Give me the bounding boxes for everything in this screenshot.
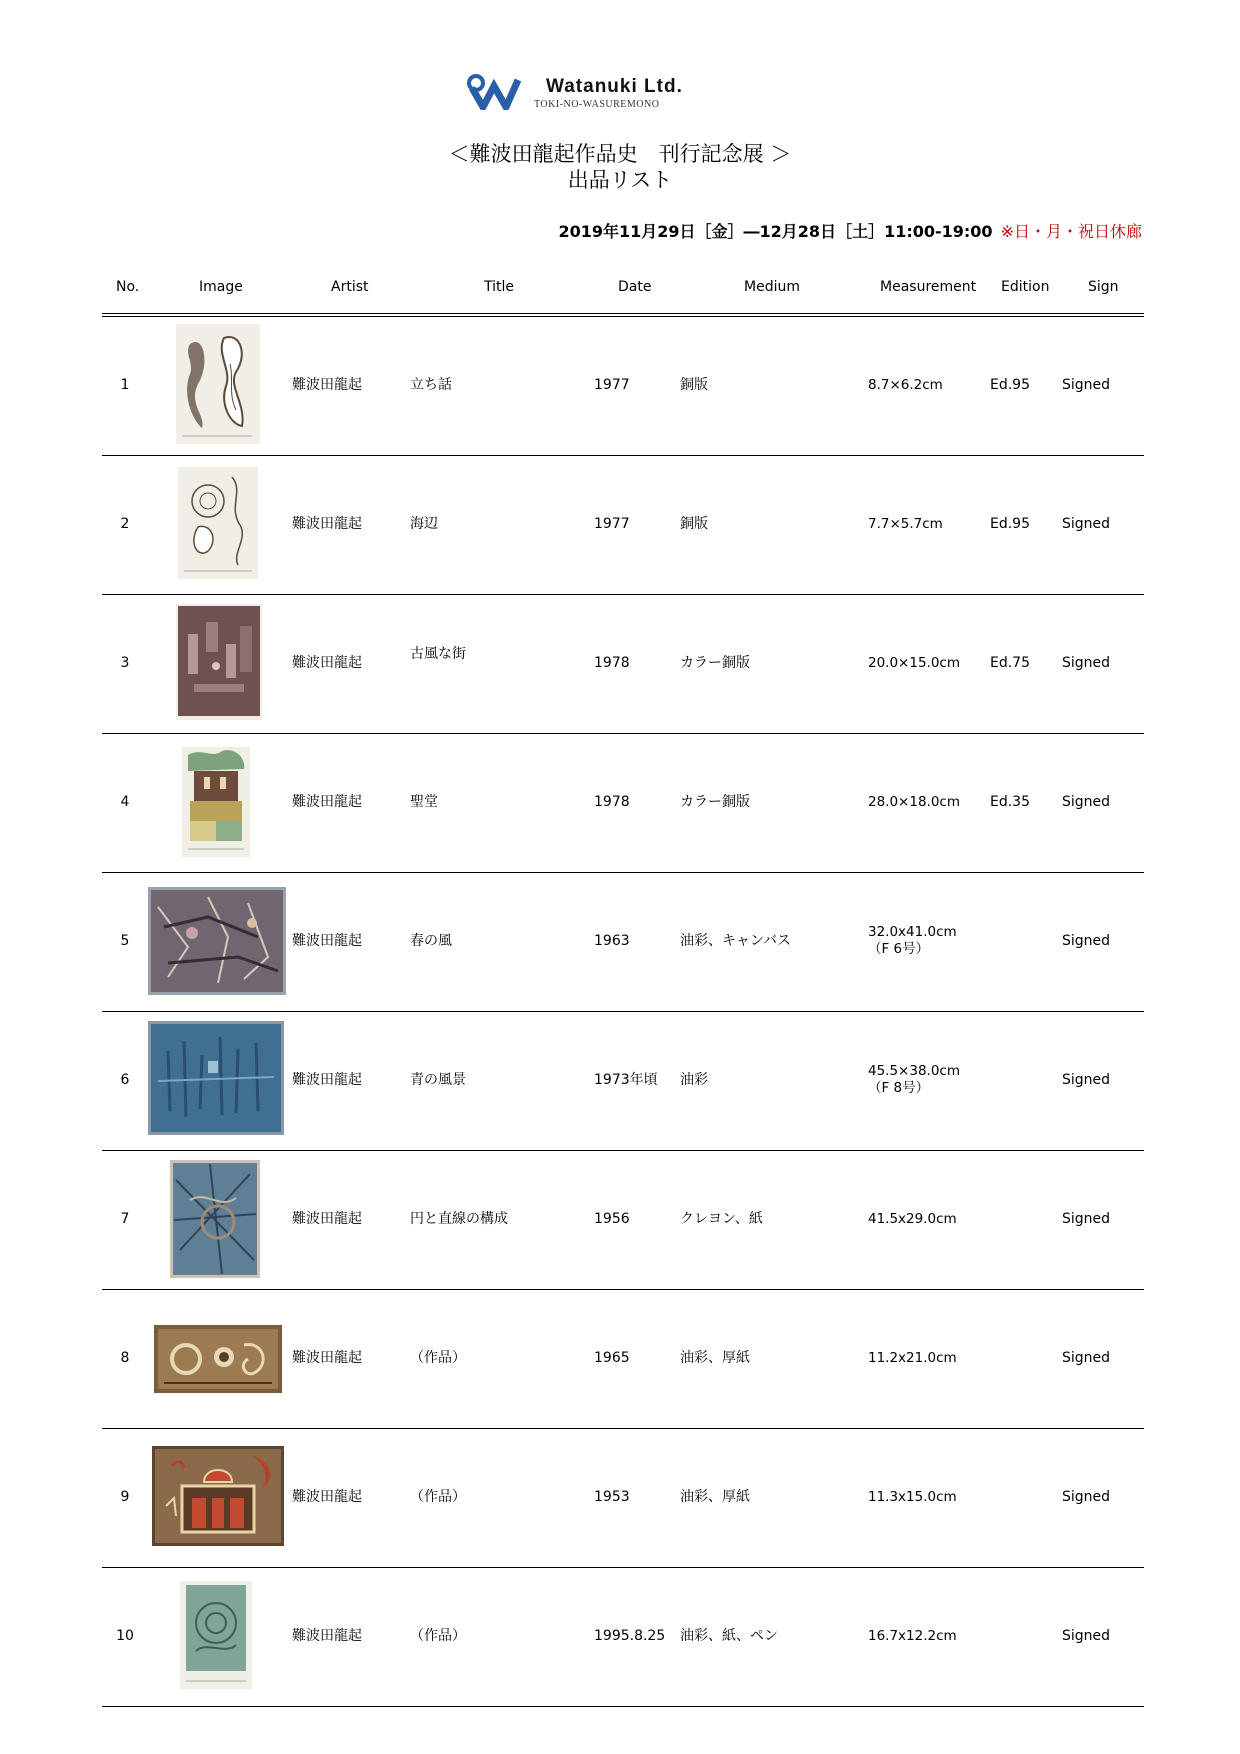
row-title: 海辺 xyxy=(410,516,438,532)
closed-days: ※日・月・祝日休廊 xyxy=(1000,222,1142,241)
row-no: 10 xyxy=(116,1628,134,1644)
row-title: 春の風 xyxy=(410,933,452,949)
row-edition: Ed.95 xyxy=(990,516,1030,532)
row-title: 立ち話 xyxy=(410,377,452,393)
row-date: 1963 xyxy=(594,933,630,949)
row-artist: 難波田龍起 xyxy=(292,1350,362,1366)
row-title: 聖堂 xyxy=(410,794,438,810)
row-sign: Signed xyxy=(1062,1628,1111,1644)
row-date: 1965 xyxy=(594,1350,630,1366)
row-artist: 難波田龍起 xyxy=(292,516,362,532)
row-edition: Ed.95 xyxy=(990,377,1030,393)
table-row xyxy=(102,872,1144,1012)
table-row xyxy=(102,1428,1144,1568)
row-artist: 難波田龍起 xyxy=(292,933,362,949)
header-title: Title xyxy=(484,279,515,295)
row-date: 1977 xyxy=(594,516,630,532)
row-no: 2 xyxy=(120,516,130,532)
header-date: Date xyxy=(618,279,652,295)
row-no: 7 xyxy=(120,1211,130,1227)
row-medium: クレヨン、紙 xyxy=(680,1211,763,1227)
row-artist: 難波田龍起 xyxy=(292,655,362,671)
row-medium: 銅版 xyxy=(680,516,708,532)
row-measurement: 11.2x21.0cm xyxy=(868,1350,957,1366)
table-row xyxy=(102,1150,1144,1290)
row-edition: Ed.35 xyxy=(990,794,1030,810)
row-medium: カラー銅版 xyxy=(680,794,750,810)
row-title: （作品） xyxy=(410,1489,466,1505)
row-sign: Signed xyxy=(1062,1211,1111,1227)
row-sign: Signed xyxy=(1062,933,1111,949)
row-edition: Ed.75 xyxy=(990,655,1030,671)
header-artist: Artist xyxy=(331,279,369,295)
row-measurement-size: （F 6号） xyxy=(868,941,930,957)
logo-name: Watanuki Ltd. xyxy=(546,76,683,97)
exhibition-title: ＜難波田龍起作品史 刊行記念展 ＞ xyxy=(448,142,792,166)
row-no: 8 xyxy=(120,1350,130,1366)
exhibition-dates xyxy=(558,219,1142,242)
row-measurement: 45.5×38.0cm xyxy=(868,1063,961,1079)
table-row xyxy=(102,1011,1144,1151)
row-date: 1953 xyxy=(594,1489,630,1505)
table-row xyxy=(102,455,1144,595)
row-measurement: 32.0x41.0cm xyxy=(868,924,957,940)
row-medium: 油彩 xyxy=(680,1072,708,1088)
row-no: 4 xyxy=(120,794,130,810)
header-measurement: Measurement xyxy=(880,279,977,295)
header-sign: Sign xyxy=(1088,279,1119,295)
row-no: 6 xyxy=(120,1072,130,1088)
header-edition: Edition xyxy=(1001,279,1050,295)
row-no: 9 xyxy=(120,1489,130,1505)
artwork-thumbnail xyxy=(176,324,260,444)
table-row xyxy=(102,316,1144,456)
logo-subtitle: TOKI-NO-WASUREMONO xyxy=(534,99,660,110)
table-row xyxy=(102,1289,1144,1429)
row-sign: Signed xyxy=(1062,1489,1111,1505)
artwork-thumbnail xyxy=(170,1160,260,1278)
artwork-thumbnail xyxy=(148,1021,284,1135)
row-date: 1978 xyxy=(594,655,630,671)
header-medium: Medium xyxy=(744,279,800,295)
artwork-thumbnail xyxy=(152,1446,284,1546)
row-medium: 油彩、紙、ペン xyxy=(680,1628,778,1644)
row-medium: 油彩、厚紙 xyxy=(680,1489,750,1505)
row-sign: Signed xyxy=(1062,1072,1111,1088)
row-sign: Signed xyxy=(1062,655,1111,671)
row-date: 1977 xyxy=(594,377,630,393)
header-rule xyxy=(102,313,1144,314)
table-row xyxy=(102,594,1144,734)
table-row xyxy=(102,1567,1144,1707)
row-artist: 難波田龍起 xyxy=(292,1072,362,1088)
period-text: 2019年11月29日［金］―12月28日［土］11:00-19:00 xyxy=(558,222,993,241)
company-logo xyxy=(466,72,696,112)
artwork-thumbnail xyxy=(148,887,286,995)
row-date: 1995.8.25 xyxy=(594,1628,666,1644)
row-title: 古風な街 xyxy=(410,646,466,662)
row-measurement: 20.0×15.0cm xyxy=(868,655,961,671)
row-measurement-size: （F 8号） xyxy=(868,1080,930,1096)
artwork-thumbnail xyxy=(182,747,250,857)
header-no: No. xyxy=(116,279,140,295)
row-artist: 難波田龍起 xyxy=(292,1211,362,1227)
row-measurement: 8.7×6.2cm xyxy=(868,377,943,393)
table-row xyxy=(102,733,1144,873)
row-measurement: 41.5x29.0cm xyxy=(868,1211,957,1227)
row-sign: Signed xyxy=(1062,377,1111,393)
row-measurement: 11.3x15.0cm xyxy=(868,1489,957,1505)
row-medium: 油彩、厚紙 xyxy=(680,1350,750,1366)
artwork-thumbnail xyxy=(178,467,258,579)
row-sign: Signed xyxy=(1062,516,1111,532)
row-artist: 難波田龍起 xyxy=(292,1489,362,1505)
row-measurement: 16.7x12.2cm xyxy=(868,1628,957,1644)
row-artist: 難波田龍起 xyxy=(292,1628,362,1644)
row-no: 5 xyxy=(120,933,130,949)
row-no: 1 xyxy=(120,377,130,393)
row-date: 1956 xyxy=(594,1211,630,1227)
row-medium: 油彩、キャンバス xyxy=(680,933,792,949)
row-date: 1973年頃 xyxy=(594,1072,658,1088)
row-artist: 難波田龍起 xyxy=(292,377,362,393)
row-title: 円と直線の構成 xyxy=(410,1211,508,1227)
row-sign: Signed xyxy=(1062,1350,1111,1366)
artwork-thumbnail xyxy=(154,1325,282,1393)
row-no: 3 xyxy=(120,655,130,671)
row-title: （作品） xyxy=(410,1628,466,1644)
row-measurement: 28.0×18.0cm xyxy=(868,794,961,810)
row-medium: 銅版 xyxy=(680,377,708,393)
artwork-thumbnail xyxy=(180,1581,252,1689)
row-artist: 難波田龍起 xyxy=(292,794,362,810)
row-title: （作品） xyxy=(410,1350,466,1366)
list-title: 出品リスト xyxy=(567,168,673,192)
header-image: Image xyxy=(199,279,243,295)
logo-mark-icon xyxy=(466,74,538,110)
row-sign: Signed xyxy=(1062,794,1111,810)
row-date: 1978 xyxy=(594,794,630,810)
row-title: 青の風景 xyxy=(410,1072,466,1088)
artwork-thumbnail xyxy=(176,604,262,720)
row-measurement: 7.7×5.7cm xyxy=(868,516,943,532)
row-medium: カラー銅版 xyxy=(680,655,750,671)
